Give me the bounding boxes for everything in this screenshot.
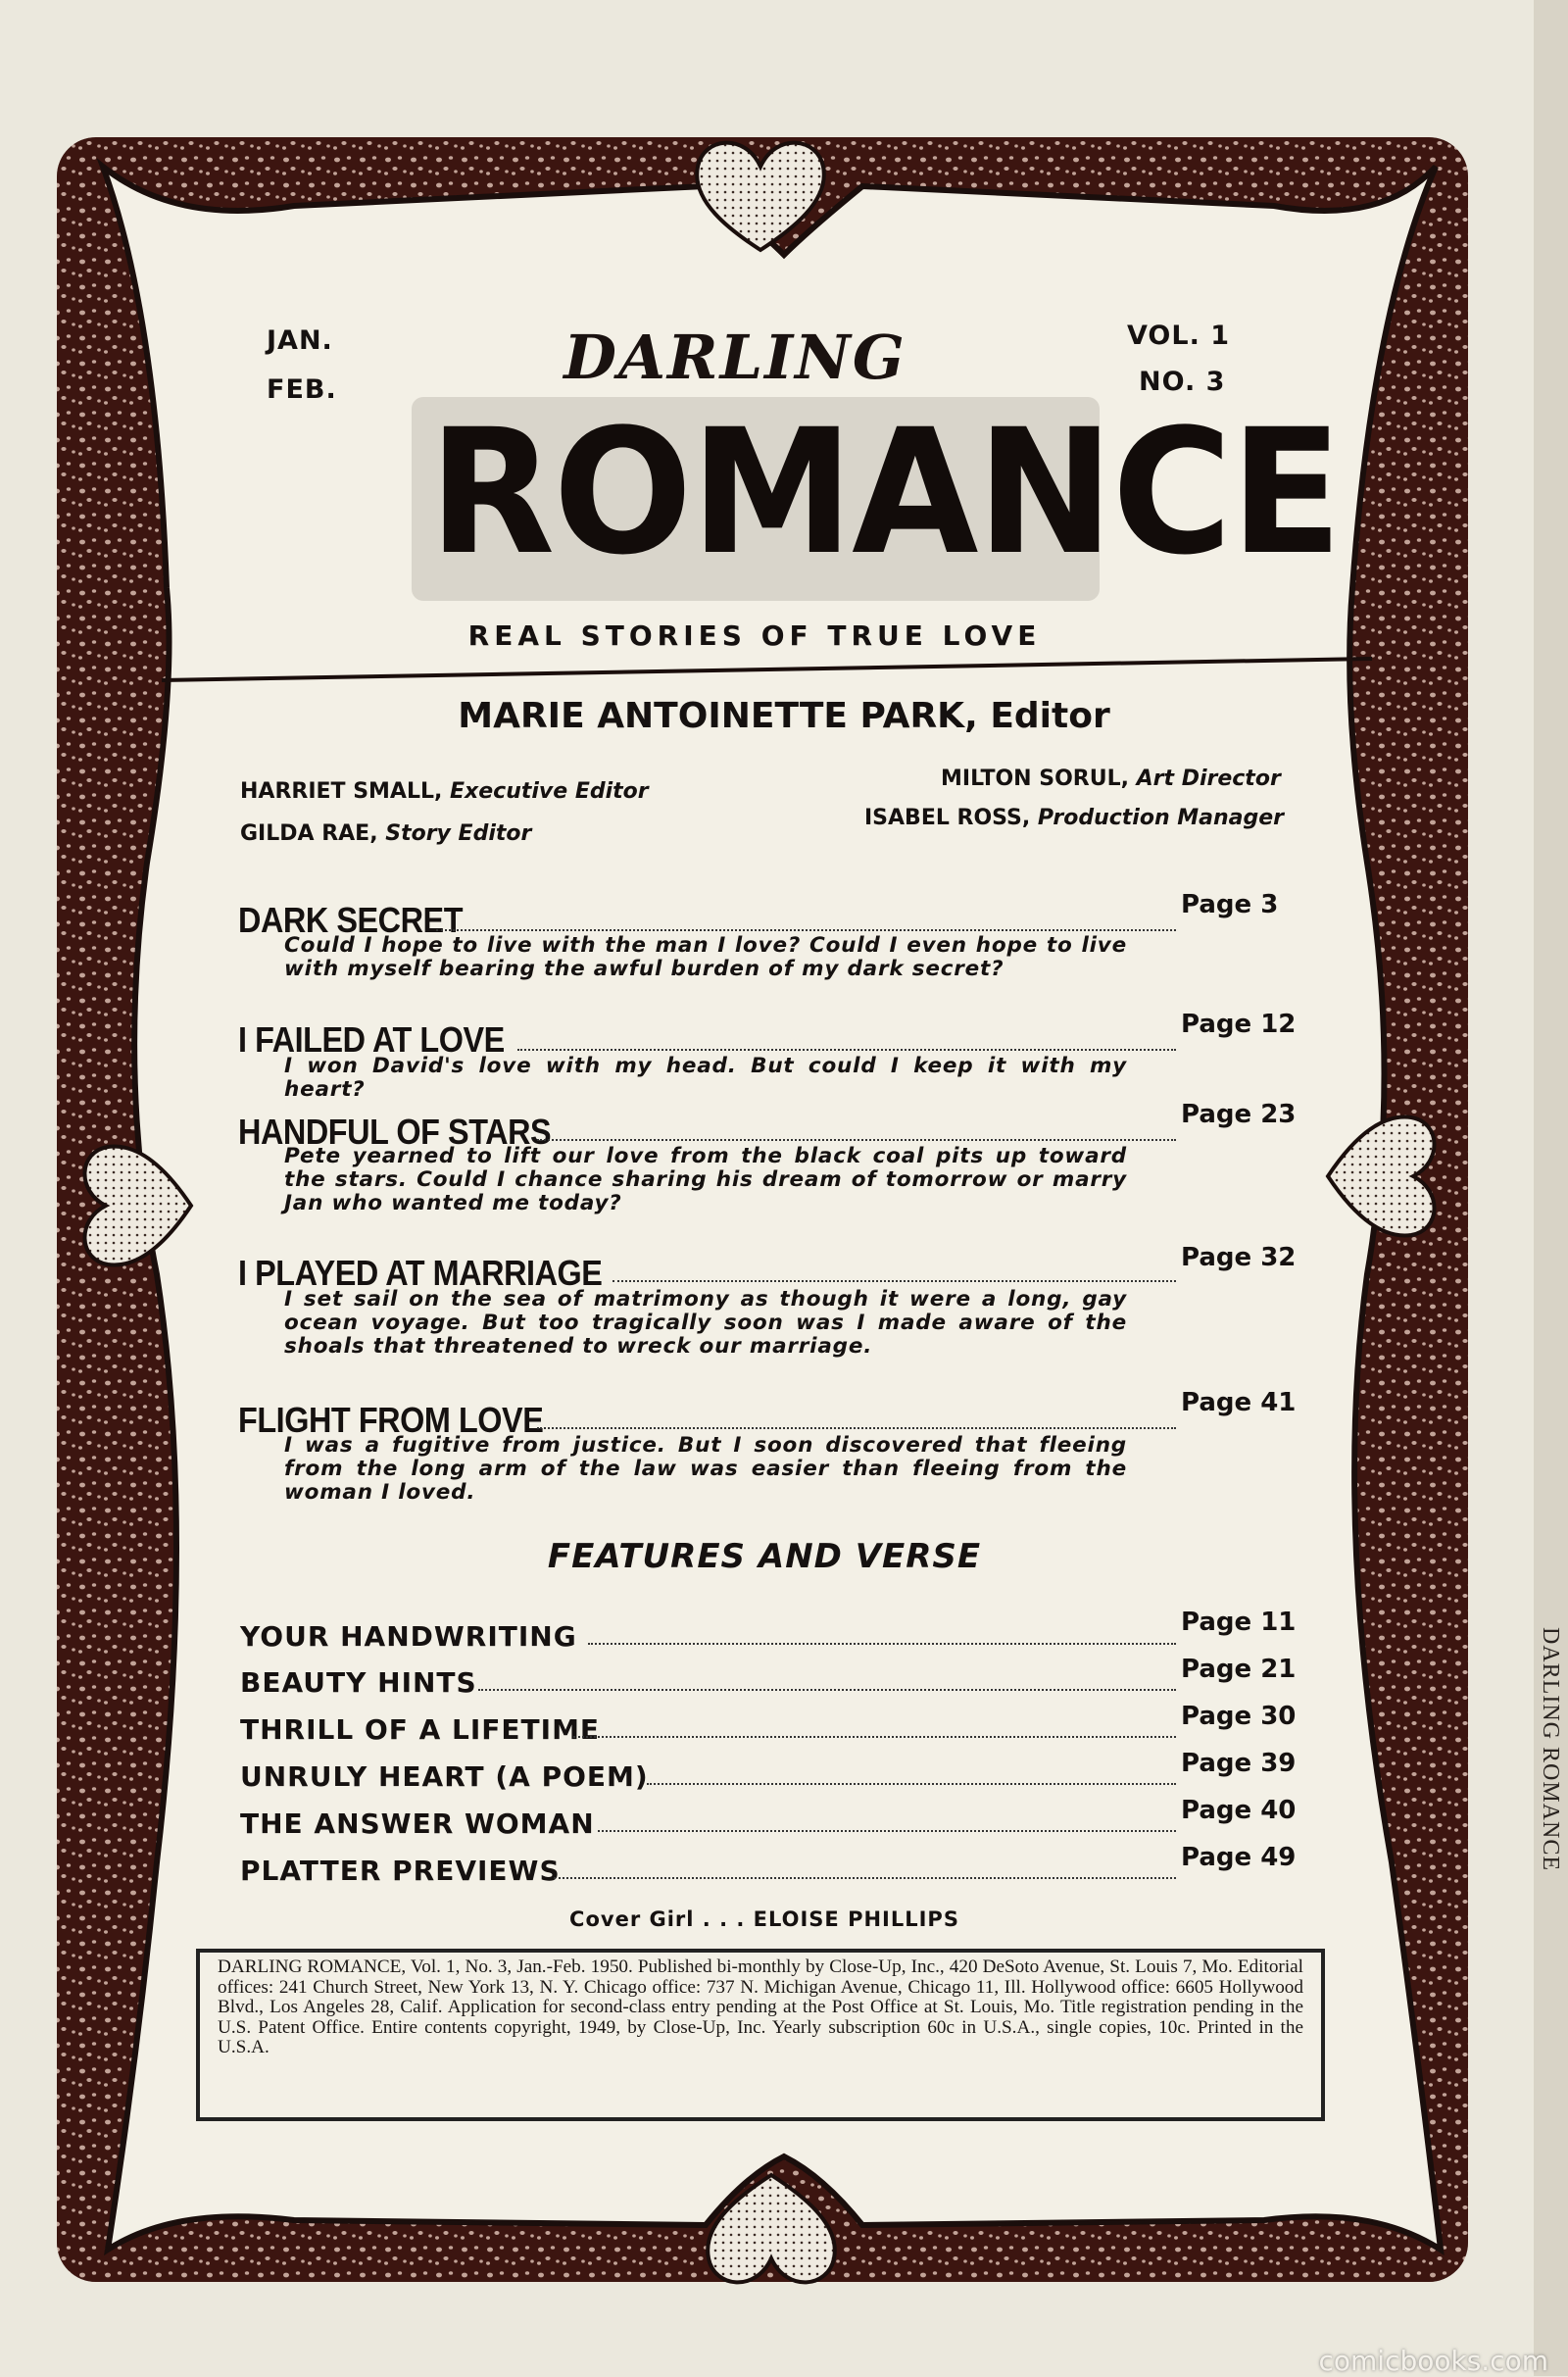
story-blurb: Could I hope to live with the man I love? Could I even hope to live with myself bearing the awful burden of my dark secret? — [284, 933, 1127, 981]
feature-page-ref: Page 21 — [1181, 1655, 1297, 1684]
story-blurb: I won David's love with my head. But could I keep it with my heart? — [284, 1054, 1127, 1102]
story-page-ref: Page 32 — [1181, 1243, 1297, 1272]
staff-name: GILDA RAE, — [240, 821, 378, 846]
cover-girl-credit: Cover Girl . . . ELOISE PHILLIPS — [569, 1907, 959, 1931]
leader-dots — [478, 1689, 1176, 1691]
publication-imprint-box — [196, 1949, 1325, 2121]
leader-dots — [537, 1139, 1176, 1141]
feature-title-the-answer-woman[interactable]: THE ANSWER WOMAN — [240, 1808, 595, 1840]
story-blurb: I set sail on the sea of matrimony as though it were a long, gay ocean voyage. But too tragically soon was I made aware of the shoals that threatened to wreck our marriage. — [284, 1287, 1127, 1359]
volume-number: VOL. 1 — [1127, 321, 1231, 351]
story-blurb: I was a fugitive from justice. But I soon discovered that fleeing from the long arm of the law was easier than fleeing from the woman I loved. — [284, 1433, 1127, 1505]
story-page-ref: Page 41 — [1181, 1388, 1297, 1417]
feature-title-beauty-hints[interactable]: BEAUTY HINTS — [240, 1666, 477, 1699]
story-title-flight-from-love[interactable]: FLIGHT FROM LOVE — [238, 1400, 544, 1440]
staff-credit-art-director — [941, 767, 1281, 791]
story-title-i-played-at-marriage[interactable]: I PLAYED AT MARRIAGE — [238, 1253, 603, 1293]
feature-title-platter-previews[interactable]: PLATTER PREVIEWS — [240, 1855, 561, 1887]
feature-title-unruly-heart[interactable]: UNRULY HEART (A POEM) — [240, 1760, 649, 1793]
leader-dots — [647, 1783, 1176, 1785]
story-title-dark-secret[interactable]: DARK SECRET — [238, 900, 464, 940]
story-title-i-failed-at-love[interactable]: I FAILED AT LOVE — [238, 1019, 505, 1060]
feature-title-thrill-of-a-lifetime[interactable]: THRILL OF A LIFETIME — [240, 1713, 601, 1746]
issue-month-jan: JAN. — [267, 325, 333, 356]
feature-page-ref: Page 39 — [1181, 1749, 1297, 1778]
leader-dots — [598, 1830, 1176, 1832]
feature-page-ref: Page 40 — [1181, 1796, 1297, 1825]
story-page-ref: Page 3 — [1181, 890, 1279, 919]
leader-dots — [612, 1280, 1176, 1282]
editor-name: MARIE ANTOINETTE PARK, — [458, 696, 978, 736]
feature-title-your-handwriting[interactable]: YOUR HANDWRITING — [240, 1620, 577, 1653]
masthead-romance: ROMANCE — [428, 392, 1341, 593]
leader-dots — [588, 1643, 1176, 1645]
tagline: REAL STORIES OF TRUE LOVE — [467, 619, 1042, 652]
editor-credit — [294, 696, 1274, 736]
leader-dots — [573, 1736, 1176, 1738]
staff-name: ISABEL ROSS, — [864, 806, 1031, 830]
adjacent-page-spine-text: DARLING ROMANCE — [1538, 1627, 1563, 1871]
staff-role: Art Director — [1136, 767, 1281, 791]
staff-credit-production-manager — [864, 806, 1284, 830]
issue-month-feb: FEB. — [267, 374, 337, 405]
staff-role: Production Manager — [1037, 806, 1285, 830]
leader-dots — [517, 1049, 1176, 1051]
imprint-text: DARLING ROMANCE, Vol. 1, No. 3, Jan.-Feb. 1950. Published bi-monthly by Close-Up, Inc., 420 DeSoto Avenue, St. Louis 7, Mo. Editorial offices: 241 Church Street, New York 13, N. Y. Chicago office: 737 N. Michigan Avenue, Chicago 11, Ill. Hollywood office: 6605 Hollywood Blvd., Los Angeles 28, Calif. Application for second-class entry pending at the Post Office at St. Louis, Mo. Title registration pending in the U.S. Patent Office. Entire contents copyright, 1949, by Close-Up, Inc. Yearly subscription 60c in U.S.A., single copies, 10c. Printed in the U.S.A. — [218, 1956, 1303, 2057]
staff-name: HARRIET SMALL, — [240, 779, 443, 804]
story-page-ref: Page 23 — [1181, 1100, 1297, 1129]
staff-role: Story Editor — [385, 821, 532, 846]
issue-number: NO. 3 — [1139, 367, 1226, 397]
leader-dots — [554, 1877, 1176, 1879]
masthead-darling: DARLING — [564, 322, 906, 393]
leader-dots — [436, 929, 1176, 931]
editor-role: Editor — [990, 696, 1110, 736]
feature-page-ref: Page 11 — [1181, 1608, 1297, 1637]
story-title-handful-of-stars[interactable]: HANDFUL OF STARS — [238, 1112, 552, 1152]
site-watermark: comicbooks.com — [1318, 2345, 1548, 2377]
staff-credit-executive-editor — [240, 779, 649, 804]
staff-role: Executive Editor — [450, 779, 649, 804]
story-page-ref: Page 12 — [1181, 1010, 1297, 1039]
story-blurb: Pete yearned to lift our love from the black coal pits up toward the stars. Could I chance sharing his dream of tomorrow or marry Jan who wanted me today? — [284, 1144, 1127, 1215]
feature-page-ref: Page 49 — [1181, 1843, 1297, 1872]
feature-page-ref: Page 30 — [1181, 1702, 1297, 1731]
features-heading: FEATURES AND VERSE — [547, 1537, 982, 1576]
staff-credit-story-editor — [240, 821, 531, 846]
staff-name: MILTON SORUL, — [941, 767, 1129, 791]
leader-dots — [537, 1427, 1176, 1429]
